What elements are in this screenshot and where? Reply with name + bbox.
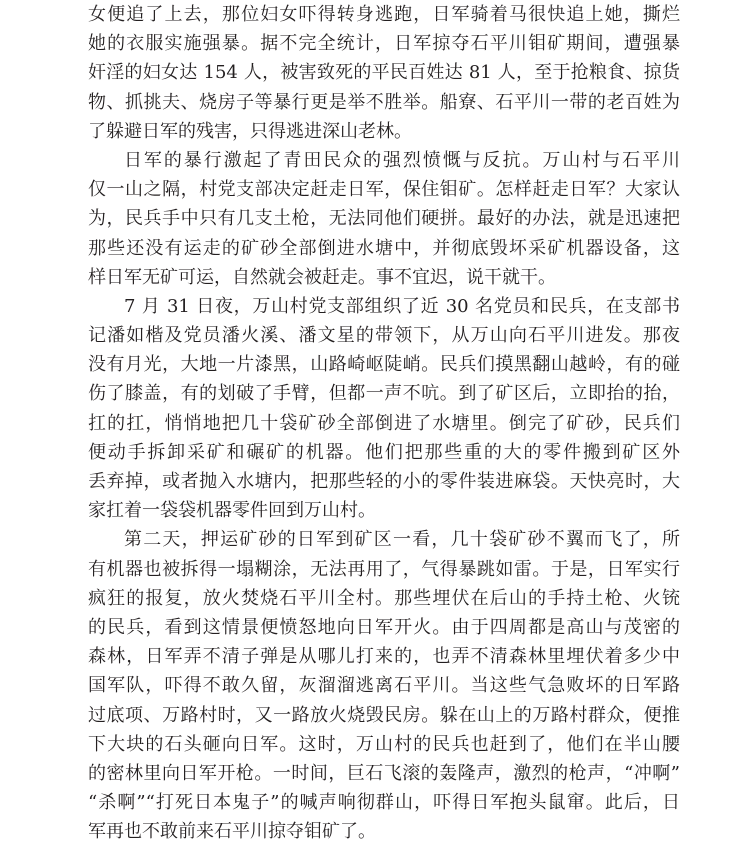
text-line: 家扛着一袋袋机器零件回到万山村。: [88, 500, 376, 522]
text-line: 的密林里向日军开枪。一时间，巨石飞滚的轰隆声，激烈的枪声，“冲啊”: [88, 762, 680, 784]
text-line: 军再也不敢前来石平川掠夺钼矿了。: [88, 821, 376, 843]
text-line: 的民兵，看到这情景便愤怒地向日军开火。由于四周都是高山与茂密的: [88, 616, 680, 638]
paragraph: [88, 0, 680, 146]
paragraph: [88, 146, 680, 292]
text-line: 女便追了上去，那位妇女吓得转身逃跑，日军骑着马很快追上她，撕烂: [88, 4, 680, 25]
text-line: 伤了膝盖，有的划破了手臂，但都一声不吭。到了矿区后，立即抬的抬，: [88, 383, 680, 405]
text-line: 物、抓挑夫、烧房子等暴行更是举不胜举。船寮、石平川一带的老百姓为: [88, 91, 680, 113]
text-line: 疯狂的报复，放火焚烧石平川全村。那些埋伏在后山的手持土枪、火铳: [88, 587, 680, 609]
text-line: 仅一山之隔，村党支部决定赶走日军，保住钼矿。怎样赶走日军？大家认: [88, 179, 680, 201]
text-line: 了躲避日军的残害，只得逃进深山老林。: [88, 120, 412, 142]
document-page: [88, 0, 680, 846]
text-line: 奸淫的妇女达 154 人，被害致死的平民百姓达 81 人，至于抢粮食、掠货: [88, 62, 680, 84]
text-line: 森林，日军弄不清子弹是从哪儿打来的，也弄不清森林里埋伏着多少中: [88, 646, 680, 668]
text-line: 为，民兵手中只有几支土枪，无法同他们硬拼。最好的办法，就是迅速把: [88, 208, 680, 230]
text-line: 国军队，吓得不敢久留，灰溜溜逃离石平川。当这些气急败坏的日军路: [88, 675, 680, 697]
text-line: 7 月 31 日夜，万山村党支部组织了近 30 名党员和民兵，在支部书: [124, 295, 680, 317]
text-line: “杀啊”“打死日本鬼子”的喊声响彻群山，吓得日军抱头鼠窜。此后，日: [88, 792, 680, 814]
text-line: 没有月光，大地一片漆黑，山路崎岖陡峭。民兵们摸黑翻山越岭，有的碰: [88, 354, 680, 376]
text-line: 下大块的石头砸向日军。这时，万山村的民兵也赶到了，他们在半山腰: [88, 733, 680, 755]
text-line: 她的衣服实施强暴。据不完全统计，日军掠夺石平川钼矿期间，遭强暴: [88, 33, 680, 55]
text-line: 过底项、万路村时，又一路放火烧毁民房。躲在山上的万路村群众，便推: [88, 704, 680, 726]
text-line: 记潘如楷及党员潘火溪、潘文星的带领下，从万山向石平川进发。那夜: [88, 325, 680, 347]
paragraph: [88, 292, 680, 526]
text-line: 第二天，押运矿砂的日军到矿区一看，几十袋矿砂不翼而飞了，所: [124, 529, 680, 551]
text-line: 便动手拆卸采矿和碾矿的机器。他们把那些重的大的零件搬到矿区外: [88, 441, 680, 463]
text-line: 那些还没有运走的矿砂全部倒进水塘中，并彻底毁坏采矿机器设备，这: [88, 237, 680, 259]
text-line: 日军的暴行激起了青田民众的强烈愤慨与反抗。万山村与石平川: [124, 149, 680, 171]
text-line: 样日军无矿可运，自然就会被赶走。事不宜迟，说干就干。: [88, 266, 556, 288]
paragraph: [88, 525, 680, 846]
text-line: 扛的扛，悄悄地把几十袋矿砂全部倒进了水塘里。倒完了矿砂，民兵们: [88, 412, 680, 434]
text-line: 有机器也被拆得一塌糊涂，无法再用了，气得暴跳如雷。于是，日军实行: [88, 558, 680, 580]
text-line: 丢弃掉，或者抛入水塘内，把那些轻的小的零件装进麻袋。天快亮时，大: [88, 471, 680, 492]
